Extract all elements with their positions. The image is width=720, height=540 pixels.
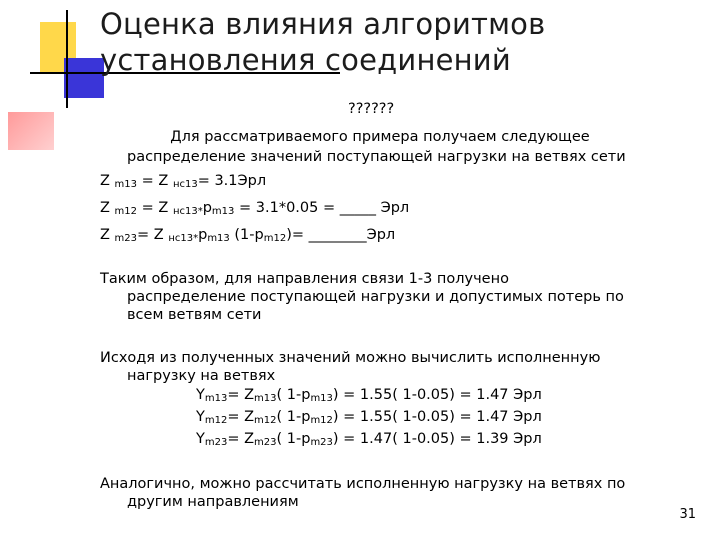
- formula-subscript: m13: [207, 233, 230, 244]
- formula-subscript: m12: [254, 415, 277, 426]
- para1-line-1: Таким образом, для направления связи 1-3 получено: [100, 271, 509, 287]
- formula-part: Z: [100, 227, 115, 243]
- formula-part: = Z: [137, 227, 169, 243]
- formula-subscript: m13: [310, 393, 333, 404]
- formula-part: = Z: [137, 200, 173, 216]
- formula-z-m13: [100, 172, 266, 194]
- formula-subscript: m23: [204, 437, 228, 448]
- formula-part: ) = 1.55( 1-0.05) = 1.47 Эрл: [332, 409, 542, 425]
- formula-part: ) = 1.47( 1-0.05) = 1.39 Эрл: [332, 431, 542, 447]
- formula-part: ( 1-p: [276, 409, 311, 425]
- formula-part: Y: [196, 409, 205, 425]
- formula-part: Z: [100, 173, 115, 189]
- formula-part: = Z: [227, 387, 255, 403]
- formula-subscript: m12: [114, 206, 138, 217]
- title-line-1: Оценка влияния алгоритмов: [100, 7, 546, 41]
- decor-vertical-line: [66, 10, 68, 108]
- formula-part: p: [198, 227, 208, 243]
- formula-part: = Z: [227, 409, 255, 425]
- y-formula-m23: [196, 430, 542, 452]
- y-formula-m13: [196, 386, 542, 408]
- formula-part: ( 1-p: [276, 387, 311, 403]
- intro-line-1: Для рассматриваемого примера получаем следующее: [170, 129, 590, 145]
- decor-pink-square: [8, 112, 54, 150]
- para3-line-1: Аналогично, можно рассчитать исполненную нагрузку на ветвях по: [100, 476, 626, 492]
- slide-title: [100, 6, 545, 78]
- formula-part: )= ________Эрл: [286, 227, 396, 243]
- para2-line-1: Исходя из полученных значений можно вычислить исполненную: [100, 350, 601, 366]
- formula-subscript: m23: [114, 233, 138, 244]
- formula-part: Y: [196, 431, 205, 447]
- formula-subscript: m12: [310, 415, 333, 426]
- formula-subscript: m23: [310, 437, 333, 448]
- formula-z-m23: [100, 226, 395, 248]
- subtitle: ??????: [348, 101, 395, 117]
- para2-line-2: нагрузку на ветвях: [127, 368, 276, 384]
- formula-part: ( 1-p: [276, 431, 311, 447]
- formula-subscript: нс13*: [172, 206, 203, 217]
- formula-z-m12: [100, 199, 409, 221]
- formula-subscript: m13: [204, 393, 228, 404]
- formula-subscript: m13: [254, 393, 277, 404]
- formula-subscript: нс13*: [168, 233, 199, 244]
- formula-subscript: m12: [204, 415, 228, 426]
- title-line-2: установления соединений: [100, 43, 511, 77]
- formula-part: = 3.1Эрл: [197, 173, 267, 189]
- formula-part: = 3.1*0.05 = _____ Эрл: [234, 200, 410, 216]
- formula-part: Y: [196, 387, 205, 403]
- formula-part: (1-p: [229, 227, 264, 243]
- formula-part: Z: [100, 200, 115, 216]
- formula-part: = Z: [227, 431, 255, 447]
- y-formula-m12: [196, 408, 542, 430]
- intro-line-2: распределение значений поступающей нагрузки на ветвях сети: [127, 149, 626, 165]
- formula-subscript: нс13: [172, 179, 198, 190]
- para1-line-2: распределение поступающей нагрузки и допустимых потерь по: [127, 289, 624, 305]
- formula-subscript: m13: [211, 206, 235, 217]
- para1-line-3: всем ветвям сети: [127, 307, 262, 323]
- para3-line-2: другим направлениям: [127, 494, 299, 510]
- formula-part: p: [202, 200, 212, 216]
- page-number: 31: [679, 507, 696, 522]
- decor-blue-square: [64, 58, 104, 98]
- formula-subscript: m12: [263, 233, 287, 244]
- formula-part: = Z: [137, 173, 173, 189]
- formula-subscript: m23: [254, 437, 277, 448]
- formula-part: ) = 1.55( 1-0.05) = 1.47 Эрл: [332, 387, 542, 403]
- formula-subscript: m13: [114, 179, 138, 190]
